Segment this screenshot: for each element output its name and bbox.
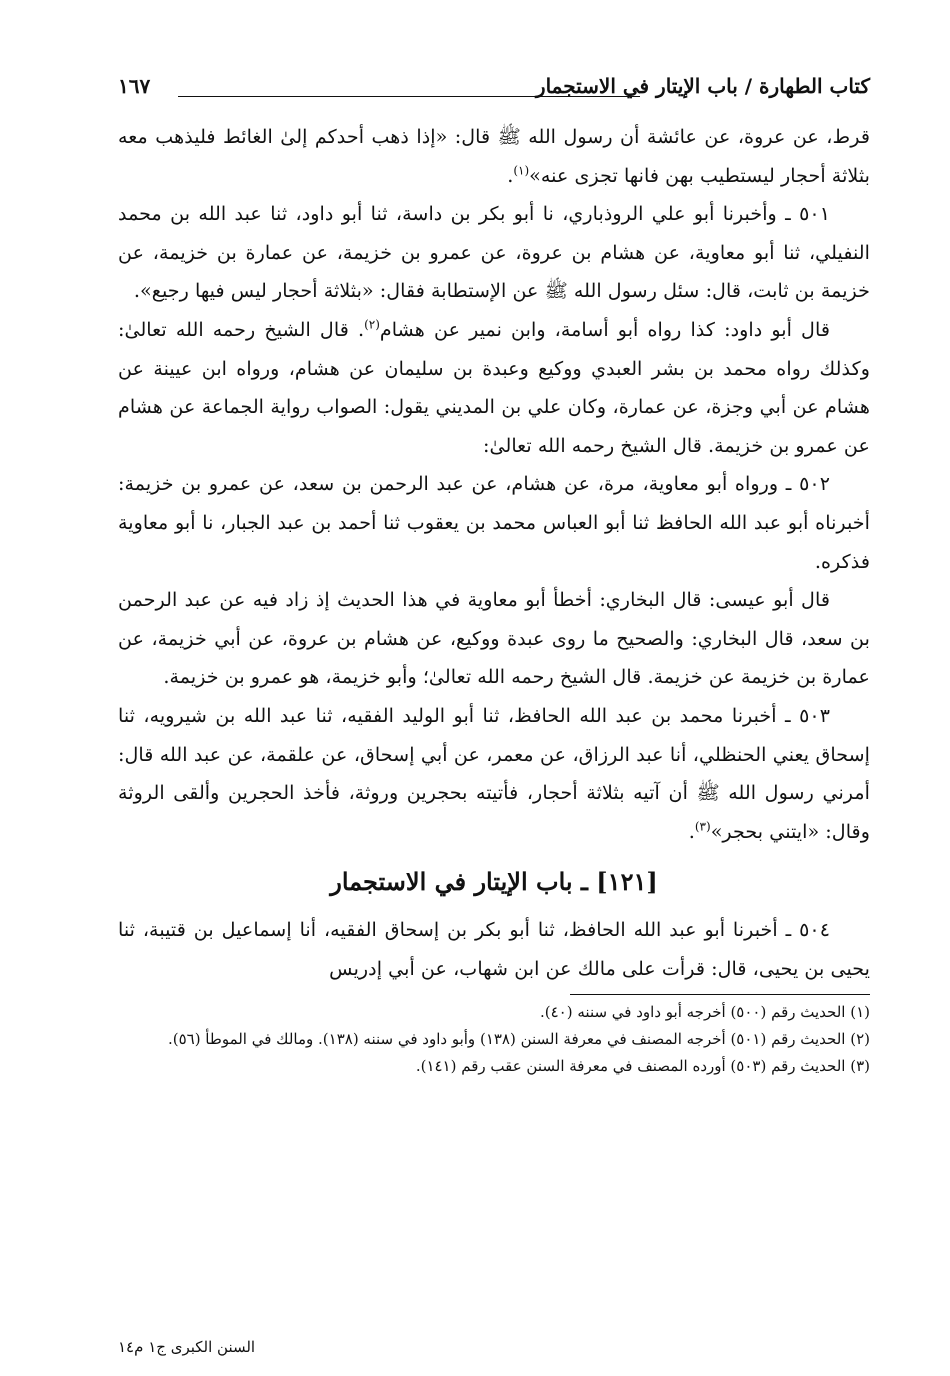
paragraph-abu-isa (118, 581, 870, 697)
paragraph-text: ٥٠٤ ـ أخبرنا أبو عبد الله الحافظ، ثنا أبو بكر بن إسحاق الفقيه، أنا إسماعيل بن قتيبة، ثنا يحيى بن يحيى، قال: قرأت على مالك عن ابن شهاب، عن أبي إدريس (118, 918, 870, 980)
paragraph-503 (118, 697, 870, 851)
header-rule (178, 96, 640, 97)
running-header (118, 68, 870, 110)
paragraph-continuation (118, 118, 870, 195)
footnote-ref[interactable]: (٢) (364, 317, 380, 332)
paragraph-504 (118, 911, 870, 988)
section-heading: [١٢١] ـ باب الإيتار في الاستجمار (330, 867, 658, 897)
document-page (118, 68, 870, 1358)
paragraph-text: ٥٠٣ ـ أخبرنا محمد بن عبد الله الحافظ، ثنا أبو الوليد الفقيه، ثنا عبد الله بن شيرويه، ثنا إسحاق يعني الحنظلي، أنا عبد الرزاق، عن معمر، عن أبي إسحاق، عن علقمة، عن عبد الله قال: أمرني رسول الله ﷺ أن آتيه بثلاثة أحجار، فأتيته بحجرين وروثة، فأخذ الحجرين وألقى الروثة وقال: «ايتني بحجر» (118, 703, 870, 843)
paragraph-tail: . قال الشيخ رحمه الله تعالىٰ: وكذلك رواه محمد بن بشر العبدي ووكيع وعبدة بن سليمان عن هشام، ورواه ابن عيينة عن هشام عن أبي وجزة، عن عمارة، وكان علي بن المديني يقول: الصواب رواية الجماعة عن هشام عن عمرو بن خزيمة. قال الشيخ رحمه الله تعالىٰ: (118, 317, 870, 457)
print-signature: السنن الكبرى ج١ م١٤ (118, 1338, 256, 1356)
footnote-rule (570, 994, 870, 995)
page-number: ١٦٧ (118, 74, 151, 98)
paragraph-tail: . (688, 819, 695, 843)
paragraph-text: ٥٠٢ ـ ورواه أبو معاوية، مرة، عن هشام، عن عبد الرحمن بن سعد، عن عمرو بن خزيمة: أخبرناه أبو عبد الله الحافظ ثنا أبو العباس محمد بن يعقوب ثنا أحمد بن عبد الجبار، نا أبو معاوية فذكره. (118, 472, 870, 573)
paragraph-tail: . (507, 163, 514, 187)
paragraph-text: قال أبو عيسى: قال البخاري: أخطأ أبو معاوية في هذا الحديث إذ زاد فيه عن عبد الرحمن بن سعد، قال البخاري: والصحيح ما روى عبدة ووكيع، عن هشام بن عروة، عن أبي خزيمة، عن عمارة بن خزيمة عن خزيمة. قال الشيخ رحمه الله تعالىٰ؛ وأبو خزيمة، هو عمرو بن خزيمة. (118, 588, 870, 689)
paragraph-502 (118, 465, 870, 581)
paragraph-text: قرط، عن عروة، عن عائشة أن رسول الله ﷺ قال: «إذا ذهب أحدكم إلىٰ الغائط فليذهب معه بثلاثة أحجار ليستطيب بهن فانها تجزى عنه» (118, 125, 870, 187)
footnote-ref[interactable]: (٣) (694, 819, 711, 834)
footnote-1: (١) الحديث رقم (٥٠٠) أخرجه أبو داود في سننه (٤٠). (540, 1003, 870, 1022)
footnote-2: (٢) الحديث رقم (٥٠١) أخرجه المصنف في معرفة السنن (١٣٨) وأبو داود في سننه (١٣٨). ومالك في الموطأ (٥٦). (167, 1030, 870, 1049)
paragraph-501 (118, 195, 870, 311)
paragraph-text: قال أبو داود: كذا رواه أبو أسامة، وابن نمير عن هشام (379, 317, 831, 341)
main-text (118, 118, 870, 988)
header-title: كتاب الطهارة / باب الإيتار في الاستجمار (535, 74, 870, 98)
footnote-3: (٣) الحديث رقم (٥٠٣) أورده المصنف في معرفة السنن عقب رقم (١٤١). (415, 1057, 870, 1076)
footnotes (118, 999, 870, 1080)
footnote-ref[interactable]: (١) (513, 163, 530, 178)
paragraph-abu-dawud (118, 311, 870, 465)
paragraph-text: ٥٠١ ـ وأخبرنا أبو علي الروذباري، نا أبو بكر بن داسة، ثنا أبو داود، ثنا عبد الله بن محمد النفيلي، ثنا أبو معاوية، عن هشام بن عروة، عن عمرو بن خزيمة، عن عمارة بن خزيمة، عن خزيمة بن ثابت، قال: سئل رسول الله ﷺ عن الإستطابة فقال: «بثلاثة أحجار ليس فيها رجيع». (118, 202, 870, 303)
